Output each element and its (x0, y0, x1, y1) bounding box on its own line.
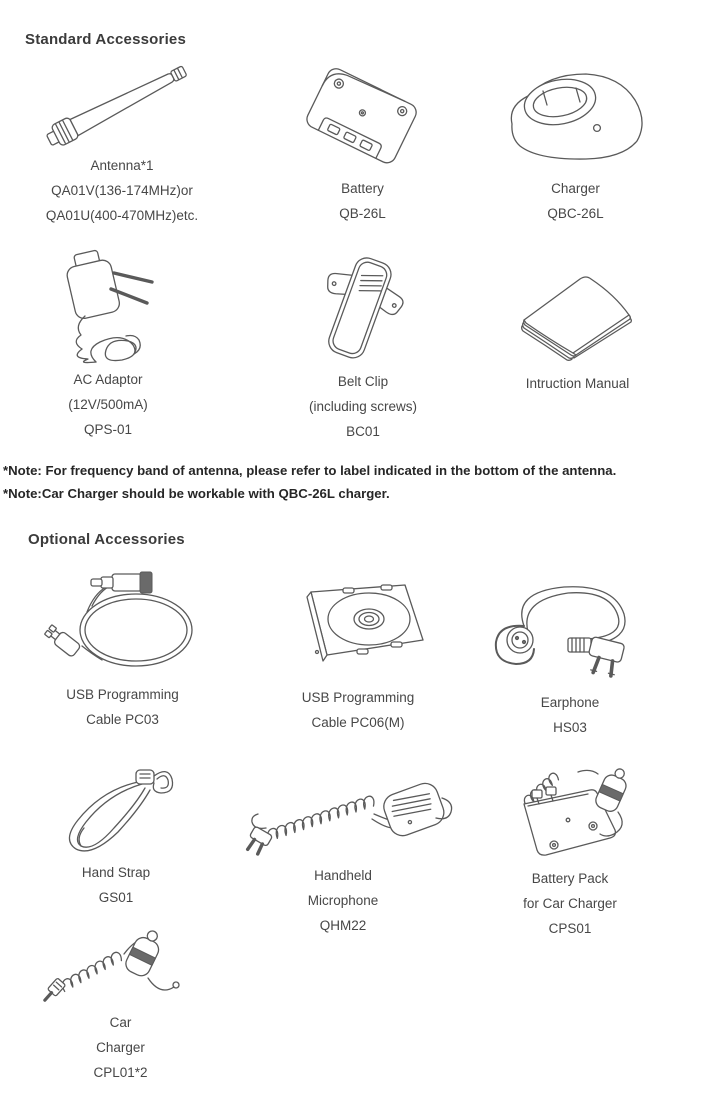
item-label: Belt Clip (337, 374, 389, 389)
item-model: BC01 (346, 424, 380, 439)
item-model: CPL01*2 (93, 1065, 148, 1080)
belt-clip-icon (308, 252, 412, 366)
hand-strap-caption (32, 860, 200, 910)
battery-icon (298, 60, 426, 172)
item-label: Microphone (307, 893, 379, 908)
antenna-caption (8, 153, 236, 228)
battery-pack-caption (486, 866, 654, 941)
item-label: Earphone (540, 695, 600, 710)
item-label: Charger (96, 1040, 145, 1055)
item-model: HS03 (553, 720, 587, 735)
item-label: Intruction Manual (525, 376, 630, 391)
item-model: QHM22 (319, 918, 367, 933)
item-label: Charger (551, 181, 600, 196)
item-label: USB Programming (66, 687, 179, 702)
item-label: USB Programming (301, 690, 415, 705)
item-model: QA01V(136-174MHz)or (51, 183, 193, 198)
belt-clip-caption (268, 369, 458, 444)
handheld-microphone-icon (236, 772, 454, 858)
note-car-charger: *Note:Car Charger should be workable with QBC-26L charger. (3, 486, 390, 501)
hand-strap-icon (50, 760, 178, 857)
car-charger-caption (38, 1010, 203, 1085)
item-label: for Car Charger (523, 896, 617, 911)
instruction-manual-icon (510, 270, 648, 366)
item-spec: (including screws) (308, 399, 418, 414)
item-model: QBC-26L (547, 206, 604, 221)
item-label: Car (109, 1015, 132, 1030)
usb-cable-pc06-caption (248, 685, 468, 735)
usb-cable-pc03-caption (15, 682, 230, 732)
ac-adaptor-caption (18, 367, 198, 442)
item-model: Cable PC03 (86, 712, 159, 727)
battery-pack-car-charger-icon (496, 764, 650, 862)
item-label: Battery (341, 181, 384, 196)
instruction-manual-caption (485, 371, 670, 396)
item-label: Battery Pack (531, 871, 609, 886)
item-label: Antenna*1 (90, 158, 154, 173)
ac-adaptor-icon (40, 246, 172, 364)
earphone-caption (486, 690, 654, 740)
item-model: QA01U(400-470MHz)etc. (45, 208, 199, 223)
optional-accessories-title: Optional Accessories (28, 531, 185, 548)
earphone-icon (484, 574, 642, 686)
charger-caption (488, 176, 663, 226)
item-label: Handheld (314, 868, 372, 883)
usb-programming-cable-pc06-icon (281, 580, 429, 674)
battery-caption (290, 176, 435, 226)
item-model: Cable PC06(M) (311, 715, 405, 730)
item-model: QB-26L (339, 206, 386, 221)
item-model: CPS01 (548, 921, 592, 936)
item-spec: (12V/500mA) (68, 397, 148, 412)
standard-accessories-title: Standard Accessories (25, 31, 187, 48)
car-charger-icon (36, 926, 184, 1012)
item-label: AC Adaptor (73, 372, 143, 387)
item-model: GS01 (98, 890, 134, 905)
item-label: Hand Strap (81, 865, 151, 880)
note-antenna: *Note: For frequency band of antenna, please refer to label indicated in the bottom of the antenna. (3, 463, 617, 478)
antenna-icon (30, 57, 210, 149)
item-model: QPS-01 (83, 422, 133, 437)
usb-programming-cable-pc03-icon (38, 568, 206, 680)
charger-icon (496, 62, 654, 168)
handheld-microphone-caption (258, 863, 428, 938)
